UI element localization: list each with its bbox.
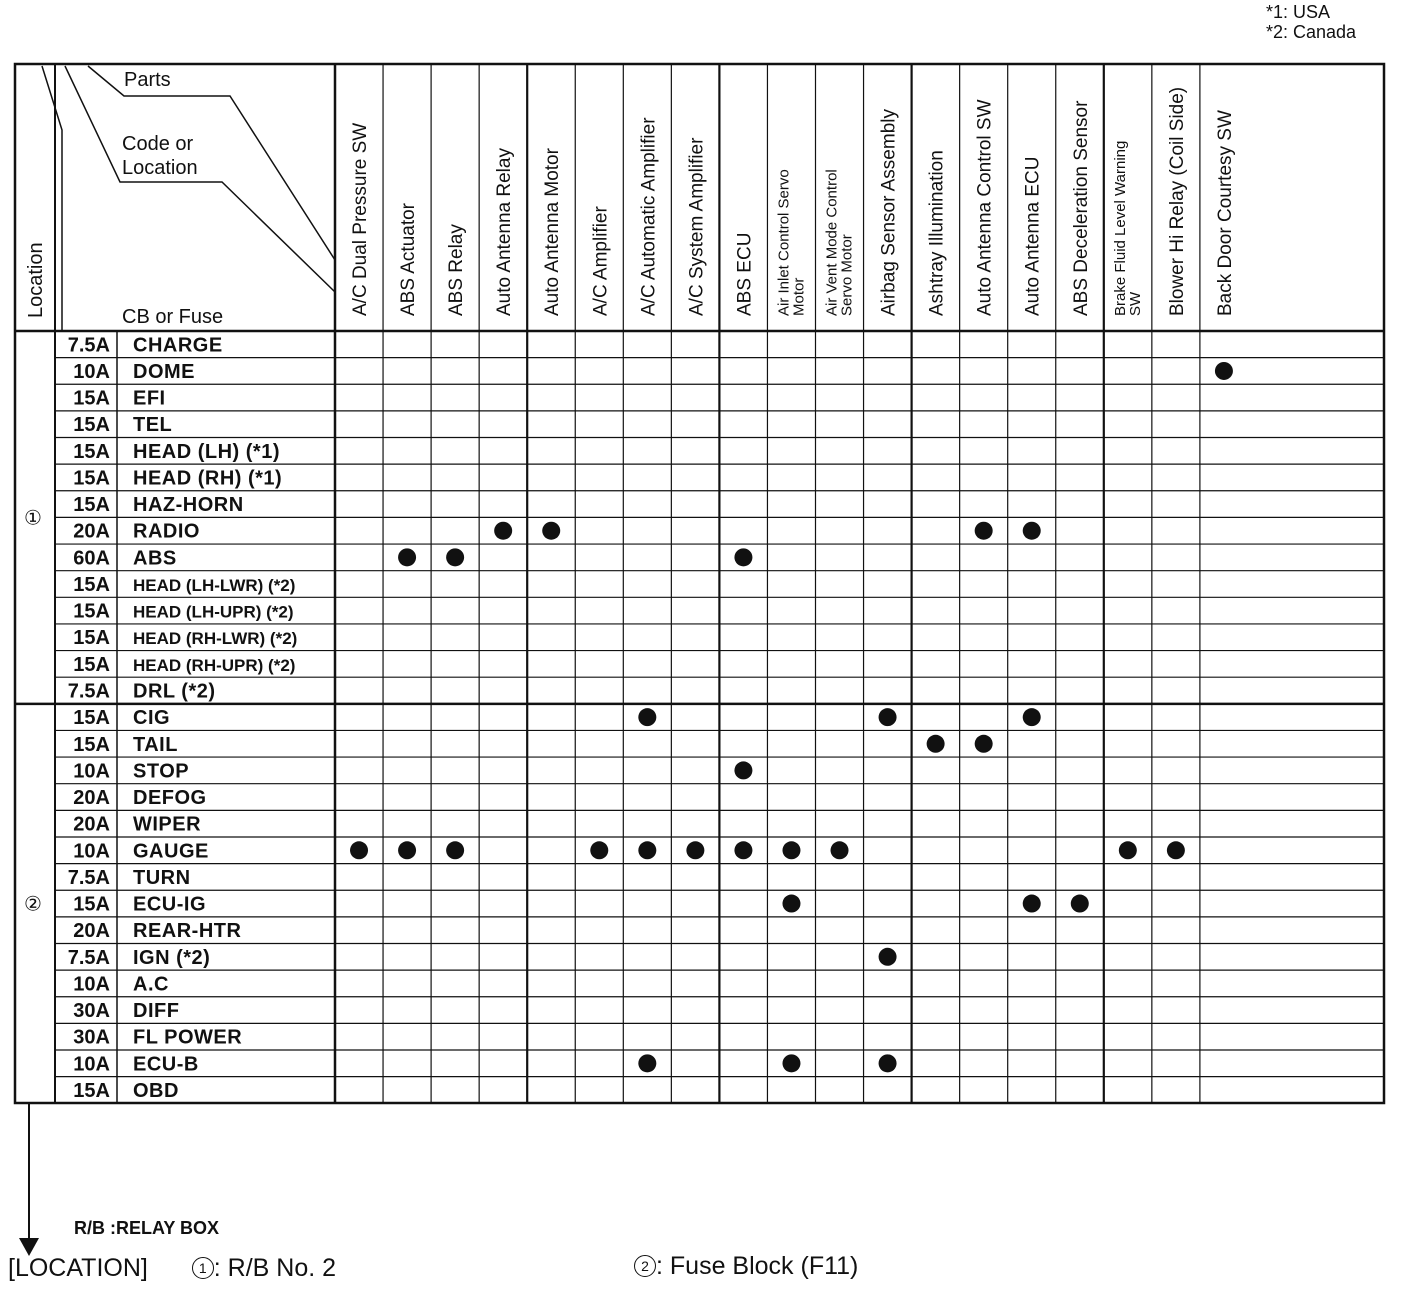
dot-mark: [1119, 841, 1137, 859]
fuse-name: RADIO: [133, 520, 200, 543]
location-2-symbol: 2: [634, 1255, 656, 1277]
fuse-amp: 7.5A: [67, 866, 110, 889]
dot-mark: [350, 841, 368, 859]
dot-mark: [927, 735, 945, 753]
dot-mark: [590, 841, 608, 859]
header-code-or-location: Code or Location: [122, 133, 198, 179]
dot-mark: [1023, 522, 1041, 540]
fuse-amp: 15A: [73, 414, 110, 437]
fuse-amp: 10A: [73, 360, 110, 383]
footnote-canada: *2: Canada: [1266, 22, 1357, 42]
relay-box-label: R/B :RELAY BOX: [74, 1218, 220, 1238]
part-label: ABS Deceleration Sensor: [1070, 100, 1092, 316]
location-1-symbol: 1: [192, 1257, 214, 1279]
fuse-name: DOME: [133, 360, 195, 383]
part-label: Auto Antenna Relay: [494, 148, 516, 316]
part-label: Auto Antenna ECU: [1022, 156, 1044, 316]
part-label: Brake Fluid Level WarningSW: [1111, 140, 1144, 316]
fuse-amp: 60A: [73, 547, 110, 570]
dot-mark: [782, 1054, 800, 1072]
dot-mark: [1167, 841, 1185, 859]
part-label: ABS Actuator: [398, 202, 420, 316]
fuse-amp: 15A: [73, 733, 110, 756]
fuse-amp: 7.5A: [67, 334, 110, 357]
fuse-amp: 10A: [73, 760, 110, 783]
location-symbol: ①: [24, 507, 42, 530]
fuse-amp: 30A: [73, 1000, 110, 1023]
fuse-amp: 30A: [73, 1026, 110, 1049]
fuse-amp: 7.5A: [67, 946, 110, 969]
dot-mark: [1071, 895, 1089, 913]
fuse-amp: 15A: [73, 893, 110, 916]
dot-mark: [1023, 895, 1041, 913]
location-legend: [8, 1254, 336, 1283]
dot-mark: [686, 841, 704, 859]
dot-mark: [638, 1054, 656, 1072]
fuse-name: FL POWER: [133, 1026, 243, 1049]
fuse-name: TURN: [133, 866, 191, 889]
fuse-name: WIPER: [133, 813, 202, 836]
fuse-amp: 20A: [73, 787, 110, 810]
fuse-name: STOP: [133, 760, 190, 783]
part-label: Back Door Courtesy SW: [1214, 110, 1236, 316]
fuse-amp: 15A: [73, 627, 110, 650]
location-arrow: [19, 1103, 39, 1256]
dot-mark: [734, 761, 752, 779]
fuse-amp: 20A: [73, 813, 110, 836]
header-cb-or-fuse: CB or Fuse: [122, 306, 224, 328]
location-symbol: ②: [24, 893, 42, 916]
part-label: Air Vent Mode ControlServo Motor: [823, 169, 856, 316]
location-2-text: : Fuse Block (F11): [656, 1252, 859, 1280]
header-parts: Parts: [124, 69, 171, 91]
fuse-name: DEFOG: [133, 787, 207, 810]
part-label: Ashtray Illumination: [926, 150, 948, 316]
dot-mark: [542, 522, 560, 540]
footnote-usa: *1: USA: [1266, 2, 1331, 22]
part-label: ABS Relay: [446, 224, 468, 316]
dot-mark: [782, 841, 800, 859]
fuse-name: DRL (*2): [133, 680, 216, 703]
fuse-name: DIFF: [133, 1000, 180, 1023]
fuse-name: OBD: [133, 1079, 179, 1102]
part-label: Blower Hi Relay (Coil Side): [1166, 86, 1188, 316]
part-label: ABS ECU: [734, 232, 756, 316]
fuse-amp: 15A: [73, 494, 110, 517]
fuse-rows: [24, 334, 297, 1102]
fuse-name: HEAD (RH) (*1): [133, 467, 283, 490]
dot-marks: [350, 362, 1233, 1072]
dot-mark: [446, 841, 464, 859]
fuse-amp: 10A: [73, 1053, 110, 1076]
fuse-name: HEAD (RH-UPR) (*2): [133, 655, 296, 675]
fuse-amp: 15A: [73, 653, 110, 676]
dot-mark: [446, 548, 464, 566]
location-caption: [LOCATION]: [8, 1254, 148, 1282]
part-label: Air Inlet Control ServoMotor: [775, 169, 808, 316]
dot-mark: [494, 522, 512, 540]
dot-mark: [975, 522, 993, 540]
fuse-amp: 15A: [73, 467, 110, 490]
fuse-name: A.C: [133, 973, 169, 996]
fuse-amp: 15A: [73, 573, 110, 596]
dot-mark: [734, 548, 752, 566]
fuse-name: TAIL: [133, 733, 178, 756]
fuse-name: ABS: [133, 547, 177, 570]
part-label: A/C Automatic Amplifier: [638, 117, 660, 316]
part-label: A/C Amplifier: [590, 206, 612, 316]
fuse-name: TEL: [133, 414, 173, 437]
location-1-text: : R/B No. 2: [213, 1254, 337, 1282]
dot-mark: [831, 841, 849, 859]
fuse-name: CHARGE: [133, 334, 223, 357]
part-label: Auto Antenna Control SW: [974, 99, 996, 316]
fuse-amp: 7.5A: [67, 680, 110, 703]
fuse-name: ECU-B: [133, 1053, 199, 1076]
fuse-name: HEAD (LH-UPR) (*2): [133, 602, 294, 622]
fuse-name: REAR-HTR: [133, 920, 242, 943]
dot-mark: [975, 735, 993, 753]
fuse-name: IGN (*2): [133, 946, 211, 969]
fuse-name: CIG: [133, 707, 171, 730]
part-label: Auto Antenna Motor: [542, 148, 564, 316]
location-2-legend: [634, 1252, 858, 1281]
dot-mark: [782, 895, 800, 913]
fuse-amp: 15A: [73, 440, 110, 463]
dot-mark: [879, 1054, 897, 1072]
fuse-amp: 10A: [73, 973, 110, 996]
fuse-name: HEAD (RH-LWR) (*2): [133, 629, 298, 649]
fuse-amp: 15A: [73, 707, 110, 730]
dot-mark: [879, 948, 897, 966]
dot-mark: [1023, 708, 1041, 726]
header-location: Location: [25, 242, 47, 318]
dot-mark: [638, 708, 656, 726]
fuse-name: HEAD (LH) (*1): [133, 440, 280, 463]
fuse-name: HAZ-HORN: [133, 494, 244, 517]
part-label: Airbag Sensor Assembly: [878, 109, 900, 316]
fuse-amp: 15A: [73, 387, 110, 410]
dot-mark: [398, 548, 416, 566]
fuse-name: EFI: [133, 387, 166, 410]
dot-mark: [638, 841, 656, 859]
fuse-amp: 20A: [73, 520, 110, 543]
fuse-amp: 20A: [73, 920, 110, 943]
dot-mark: [734, 841, 752, 859]
dot-mark: [398, 841, 416, 859]
fuse-amp: 15A: [73, 600, 110, 623]
fuse-name: HEAD (LH-LWR) (*2): [133, 575, 296, 595]
part-label: A/C Dual Pressure SW: [350, 122, 372, 316]
fuse-amp: 15A: [73, 1079, 110, 1102]
fuse-name: GAUGE: [133, 840, 209, 863]
fuse-amp: 10A: [73, 840, 110, 863]
part-label: A/C System Amplifier: [686, 137, 708, 316]
fuse-name: ECU-IG: [133, 893, 206, 916]
dot-mark: [1215, 362, 1233, 380]
dot-mark: [879, 708, 897, 726]
